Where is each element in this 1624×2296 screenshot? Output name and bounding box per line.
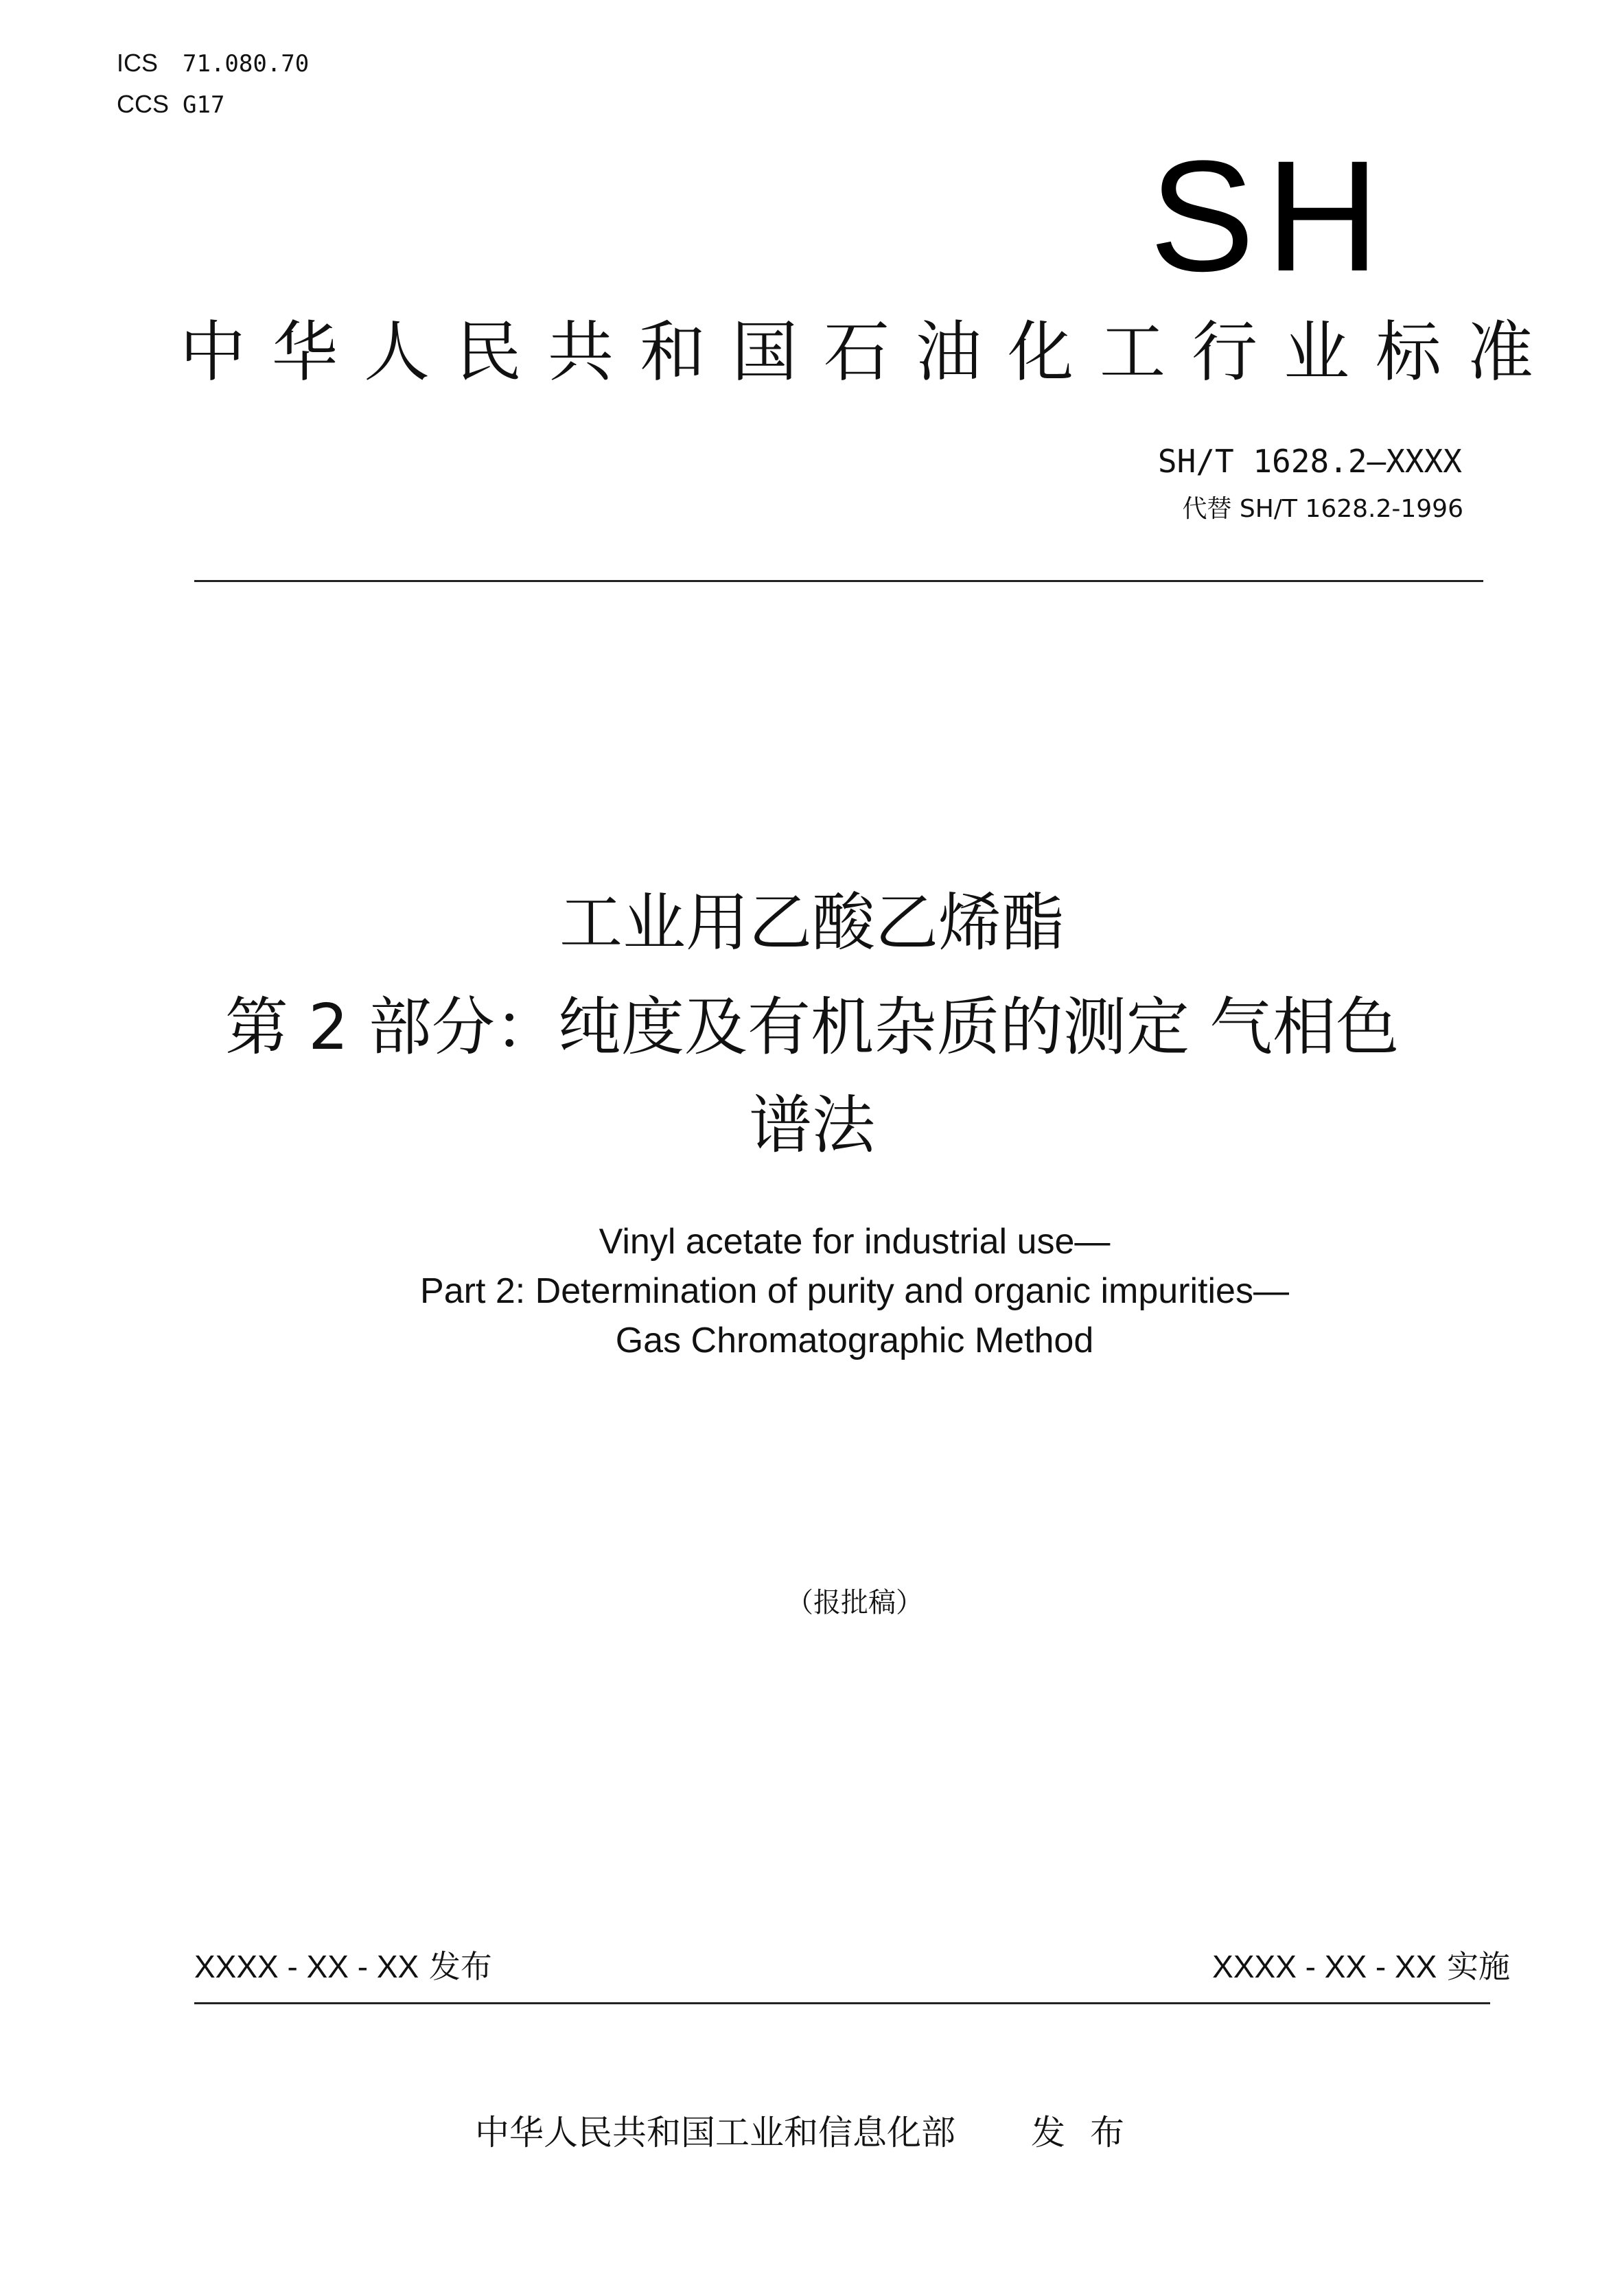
- issue-date: XXXX - XX - XX: [194, 1949, 419, 1984]
- ccs-value: G17: [183, 91, 225, 119]
- title-cn-line1: 工业用乙酸乙烯酯: [559, 886, 1065, 960]
- publisher-name: 中华人民共和国工业和信息化部: [475, 2113, 955, 2153]
- issue-label: 发布: [428, 1948, 492, 1985]
- effective-label: 实施: [1447, 1948, 1510, 1985]
- publish-label: 发布: [1031, 2113, 1149, 2153]
- title-en-line3: Gas Chromatographic Method: [615, 1321, 1094, 1360]
- standard-number: SH/T 1628.2—XXXX: [1157, 443, 1462, 480]
- draft-stage: （报批稿）: [786, 1587, 923, 1619]
- ics-label: ICS: [117, 49, 159, 77]
- ics-row: [117, 49, 309, 78]
- effective-date: XXXX - XX - XX: [1212, 1949, 1437, 1984]
- effective-date-row: [1212, 1945, 1510, 1988]
- title-en-line2: Part 2: Determination of purity and organic impurities—: [420, 1271, 1289, 1311]
- title-en-line1: Vinyl acetate for industrial use—: [599, 1222, 1111, 1262]
- footer-divider: [194, 2002, 1490, 2004]
- standard-category: 中华人民共和国石油化工行业标准: [180, 314, 1559, 391]
- ics-value: 71.080.70: [183, 50, 310, 78]
- title-cn-line2: 第 2 部分：纯度及有机杂质的测定 气相色: [224, 990, 1400, 1064]
- ccs-row: [117, 91, 224, 119]
- publisher-row: [0, 2111, 1624, 2155]
- issue-date-row: [194, 1945, 492, 1988]
- standard-replaces: 代替 SH/T 1628.2-1996: [1182, 495, 1463, 523]
- header-divider: [194, 580, 1483, 582]
- sh-logo: SH: [1149, 128, 1391, 304]
- title-cn-line3: 谱法: [748, 1089, 875, 1162]
- ccs-label: CCS: [117, 90, 170, 118]
